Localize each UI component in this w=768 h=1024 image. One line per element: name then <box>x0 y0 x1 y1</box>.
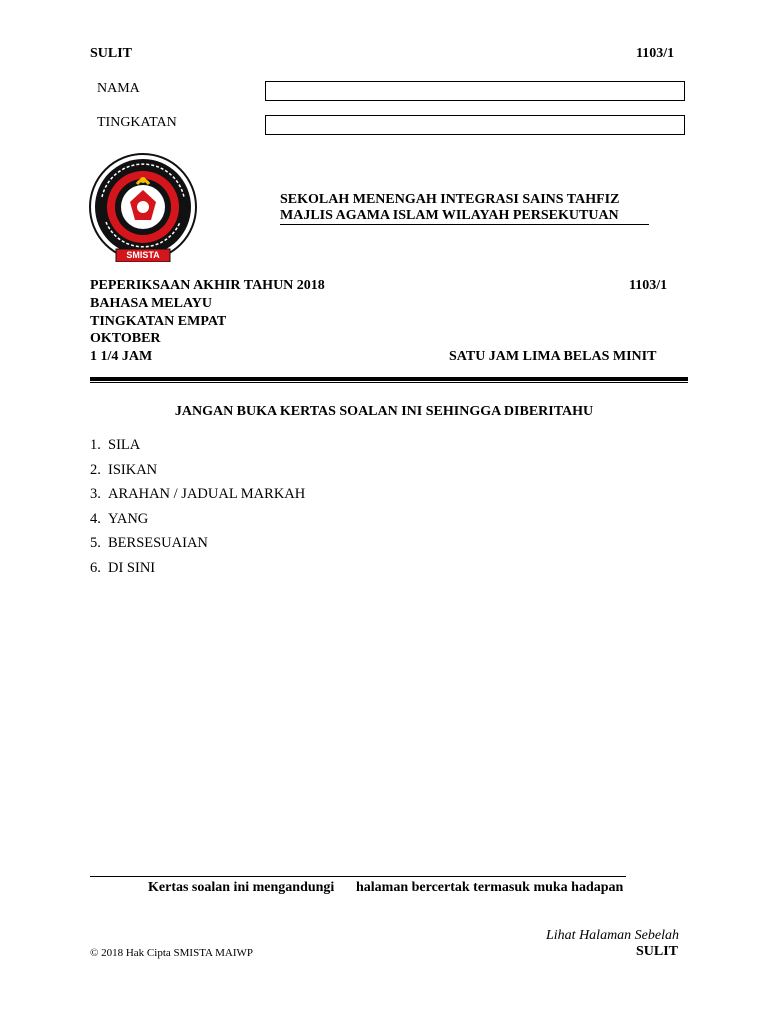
school-name-line1: SEKOLAH MENENGAH INTEGRASI SAINS TAHFIZ <box>280 192 620 207</box>
page-count-text-1: Kertas soalan ini mengandungi <box>148 880 335 895</box>
next-page-note: Lihat Halaman Sebelah <box>546 928 679 943</box>
list-text: YANG <box>108 510 149 527</box>
list-item <box>90 556 305 581</box>
exam-duration: 1 1/4 JAM <box>90 349 153 364</box>
list-item <box>90 482 305 507</box>
exam-title: PEPERIKSAAN AKHIR TAHUN 2018 <box>90 278 325 293</box>
page-count-text-2: halaman bercertak termasuk muka hadapan <box>356 880 624 895</box>
classification-bottom: SULIT <box>636 944 679 959</box>
list-number: 1. <box>90 437 101 453</box>
list-item <box>90 458 305 483</box>
list-text: BERSESUAIAN <box>108 535 208 551</box>
copyright-text: © 2018 Hak Cipta SMISTA MAIWP <box>90 947 254 959</box>
list-text: SILA <box>108 437 141 453</box>
list-number: 4. <box>90 510 101 527</box>
form-label: TINGKATAN <box>97 115 177 130</box>
exam-subject: BAHASA MELAYU <box>90 296 213 311</box>
list-number: 2. <box>90 461 101 478</box>
school-name-underline <box>280 224 649 225</box>
list-item <box>90 433 305 458</box>
list-item <box>90 507 305 532</box>
form-field[interactable] <box>265 115 685 135</box>
footer-rule <box>90 876 626 877</box>
name-label: NAMA <box>97 81 140 96</box>
list-number: 6. <box>90 559 101 576</box>
school-name-line2: MAJLIS AGAMA ISLAM WILAYAH PERSEKUTUAN <box>280 208 619 223</box>
name-field[interactable] <box>265 81 685 101</box>
exam-duration-words: SATU JAM LIMA BELAS MINIT <box>449 349 657 364</box>
school-logo <box>88 152 198 262</box>
school-crest-icon <box>88 152 198 262</box>
exam-warning: JANGAN BUKA KERTAS SOALAN INI SEHINGGA DIBERITAHU <box>174 404 594 419</box>
paper-code-top: 1103/1 <box>636 46 675 61</box>
exam-code: 1103/1 <box>629 278 668 293</box>
classification-top: SULIT <box>90 46 133 61</box>
section-divider <box>90 377 688 381</box>
section-divider-thin <box>90 382 688 383</box>
list-text: DI SINI <box>108 559 156 576</box>
exam-month: OKTOBER <box>90 331 161 346</box>
list-text: ISIKAN <box>108 461 158 478</box>
list-text: ARAHAN / JADUAL MARKAH <box>108 486 306 502</box>
logo-text: SMISTA <box>126 250 160 260</box>
list-number: 5. <box>90 535 101 551</box>
list-item <box>90 531 305 556</box>
exam-form: TINGKATAN EMPAT <box>90 314 227 329</box>
instruction-list <box>90 433 305 580</box>
list-number: 3. <box>90 486 101 502</box>
